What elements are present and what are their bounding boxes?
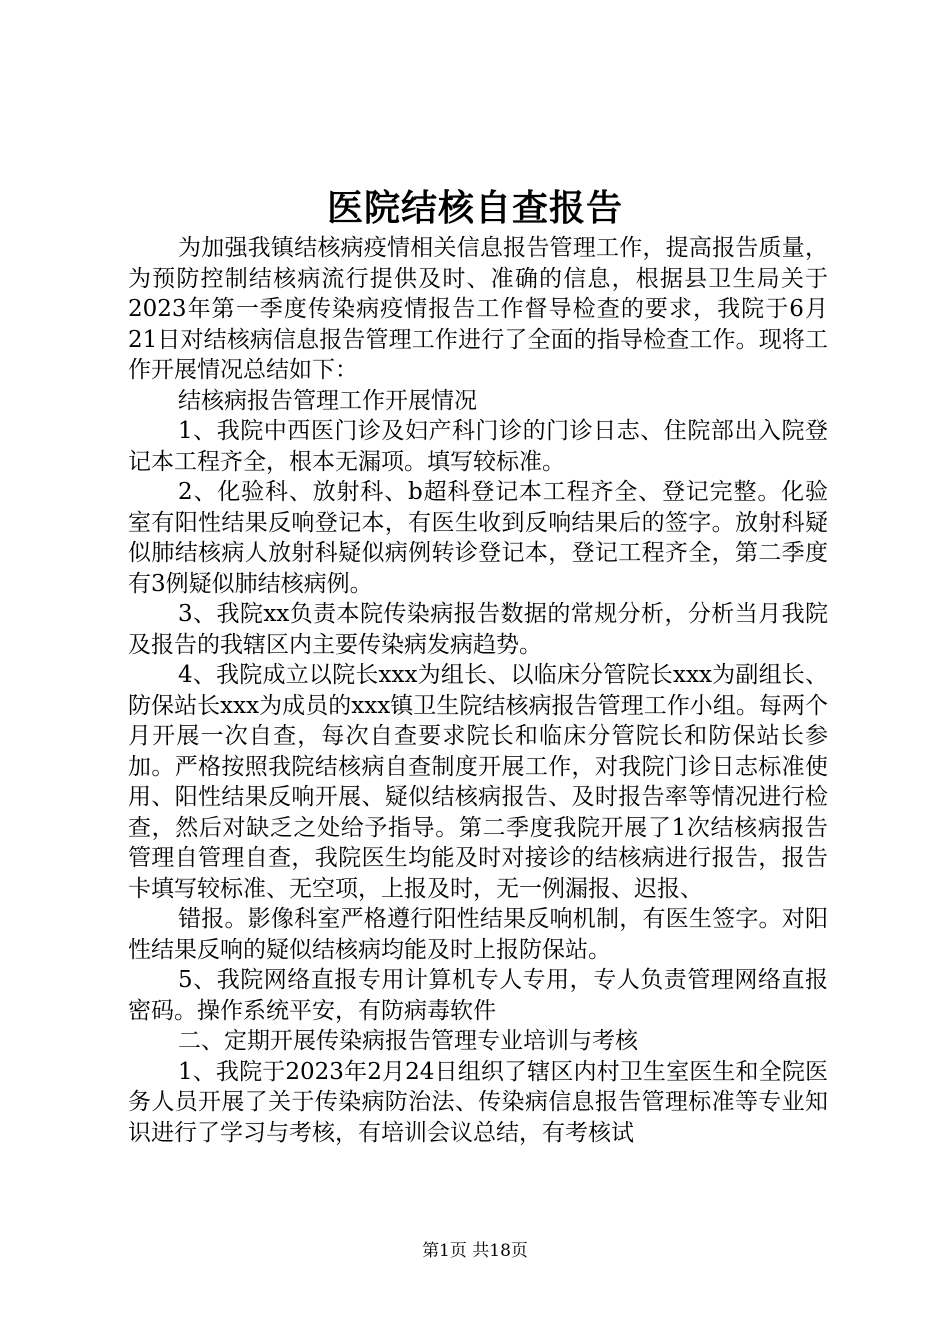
list-item-1: 1、我院中西医门诊及妇产科门诊的门诊日志、住院部出入院登记本工程齐全，根本无漏项。填写较标准。	[128, 418, 828, 475]
document-title: 医院结核自查报告	[326, 187, 623, 229]
list-item-2: 2、化验科、放射科、b超科登记本工程齐全、登记完整。化验室有阳性结果反响登记本，有医生收到反响结果后的签字。放射科疑似肺结核病人放射科疑似病例转诊登记本，登记工程齐全，第二季度有3例疑似肺结核病例。	[128, 479, 828, 597]
section-heading-1: 结核病报告管理工作开展情况	[178, 387, 477, 414]
list-item-5: 5、我院网络直报专用计算机专人专用，专人负责管理网络直报密码。操作系统平安，有防病毒软件	[128, 967, 828, 1024]
section-heading-2: 二、定期开展传染病报告管理专业培训与考核	[178, 1028, 638, 1054]
section-2-item-1: 1、我院于2023年2月24日组织了辖区内村卫生室医生和全院医务人员开展了关于传染病防治法、传染病信息报告管理标准等专业知识进行了学习与考核，有培训会议总结，有考核试	[128, 1058, 828, 1146]
intro-paragraph: 为加强我镇结核病疫情相关信息报告管理工作，提高报告质量，为预防控制结核病流行提供及时、准确的信息，根据县卫生局关于2023年第一季度传染病疫情报告工作督导检查的要求，我院于6月21日对结核病信息报告管理工作进行了全面的指导检查工作。现将工作开展情况总结如下：	[128, 235, 828, 383]
list-item-3: 3、我院xx负责本院传染病报告数据的常规分析，分析当月我院及报告的我辖区内主要传染病发病趋势。	[128, 601, 828, 658]
document-body	[128, 233, 828, 1148]
page-number-footer: 第1页 共18页	[422, 1241, 528, 1261]
list-item-4: 4、我院成立以院长xxx为组长、以临床分管院长xxx为副组长、防保站长xxx为成员的xxx镇卫生院结核病报告管理工作小组。每两个月开展一次自查，每次自查要求院长和临床分管院长和防保站长参加。严格按照我院结核病自查制度开展工作，对我院门诊日志标准使用、阳性结果反响开展、疑似结核病报告、及时报告率等情况进行检查，然后对缺乏之处给予指导。第二季度我院开展了1次结核病报告管理自管理自查，我院医生均能及时对接诊的结核病进行报告，报告卡填写较标准、无空项，上报及时，无一例漏报、迟报、	[128, 662, 828, 902]
list-item-4-continued: 错报。影像科室严格遵行阳性结果反响机制，有医生签字。对阳性结果反响的疑似结核病均能及时上报防保站。	[128, 906, 828, 963]
